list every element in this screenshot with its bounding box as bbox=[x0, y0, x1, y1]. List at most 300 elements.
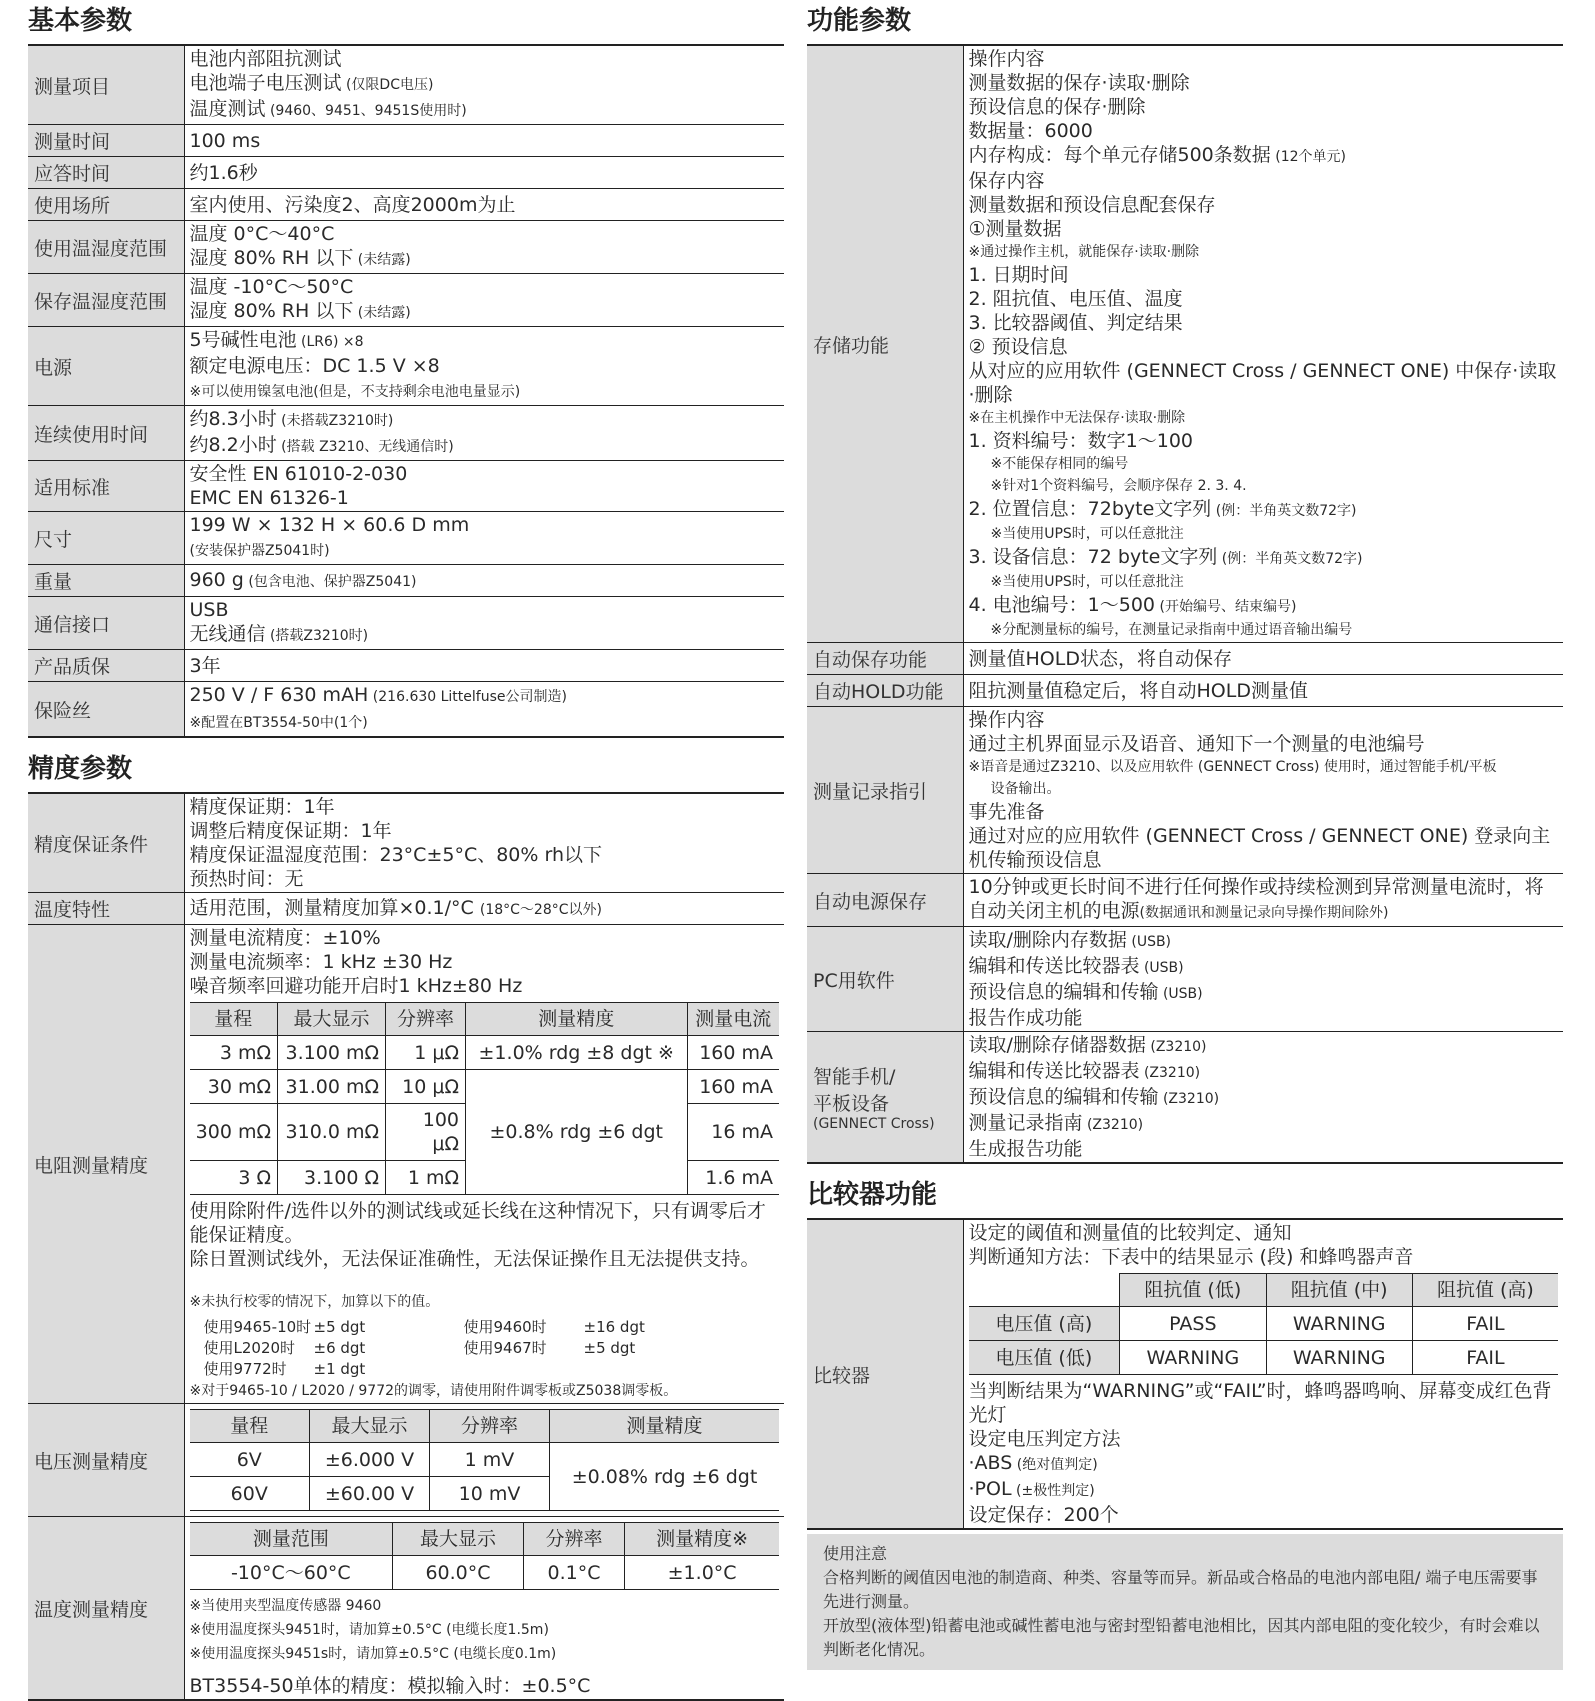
value-main: 测量数据和预设信息配套保存 bbox=[968, 194, 1216, 216]
spec-label: 测量记录指引 bbox=[807, 707, 963, 874]
basic-params-title: 基本参数 bbox=[28, 6, 133, 36]
spec-value bbox=[184, 274, 784, 327]
resistance-table bbox=[190, 1002, 780, 1195]
cell: ±1.0% rdg ±8 dgt ※ bbox=[466, 1036, 688, 1070]
cell: 300 mΩ bbox=[190, 1104, 278, 1161]
value-note: (仅限DC电压) bbox=[341, 77, 434, 93]
value-line bbox=[190, 328, 780, 354]
function-params-title: 功能参数 bbox=[807, 6, 912, 36]
value-main: 3. 设备信息：72 byte文字列 bbox=[968, 546, 1218, 568]
spec-row bbox=[28, 157, 784, 189]
value-line bbox=[969, 287, 1559, 311]
spec-value bbox=[184, 189, 784, 221]
spec-value bbox=[963, 1032, 1563, 1164]
left-column bbox=[28, 0, 784, 1701]
notice-line: 开放型(液体型)铅蓄电池或碱性蓄电池与密封型铅蓄电池相比，因其内部电阻的变化较少，有时会难以判断老化情况。 bbox=[823, 1616, 1540, 1659]
value-note: (USB) bbox=[1139, 960, 1184, 976]
value-line bbox=[969, 143, 1559, 169]
value-line bbox=[190, 486, 780, 510]
value-note: (搭载Z3210时) bbox=[265, 628, 369, 644]
spec-value bbox=[963, 707, 1563, 874]
value-note: (Z3210) bbox=[1145, 1039, 1207, 1055]
spec-label: 测量项目 bbox=[28, 45, 184, 125]
spec-label: 自动电源保存 bbox=[807, 874, 963, 927]
auto-power-note: (数据通讯和测量记录向导操作期间除外) bbox=[1139, 905, 1389, 921]
col-header: 阻抗值 (高) bbox=[1412, 1274, 1558, 1307]
value-main: 通过对应的应用软件 (GENNECT Cross / GENNECT ONE) 登录向主机传输预设信息 bbox=[968, 825, 1551, 871]
spec-row-pc bbox=[807, 927, 1563, 1032]
cell: 3 mΩ bbox=[190, 1036, 278, 1070]
value-main: 预设信息的编辑和传输 bbox=[968, 981, 1159, 1003]
spec-value bbox=[963, 1219, 1563, 1529]
value-line bbox=[190, 462, 780, 486]
value-line bbox=[190, 654, 780, 678]
value-line bbox=[969, 571, 1559, 593]
value-line bbox=[969, 800, 1559, 824]
value-main: 额定电源电压：DC 1.5 V ×8 bbox=[189, 355, 440, 377]
spec-row bbox=[28, 125, 784, 157]
col-header: 分辨率 bbox=[386, 1003, 466, 1036]
intro-line: 噪音频率回避功能开启时1 kHz±80 Hz bbox=[189, 975, 523, 997]
spec-label: 比较器 bbox=[807, 1219, 963, 1529]
value-line bbox=[969, 497, 1559, 523]
spec-row bbox=[28, 597, 784, 650]
spec-row-auto-hold bbox=[807, 675, 1563, 707]
value-line bbox=[190, 433, 780, 459]
zero-item-value: ±5 dgt bbox=[583, 1339, 636, 1357]
cell: 31.00 mΩ bbox=[278, 1070, 386, 1104]
spec-row-temp-char bbox=[28, 893, 784, 925]
cell: 0.1°C bbox=[523, 1556, 624, 1590]
value-note: (绝对值判定) bbox=[1012, 1457, 1098, 1473]
value-line bbox=[969, 95, 1559, 119]
row-header: 电压值 (低) bbox=[969, 1341, 1120, 1375]
value-note: (未结露) bbox=[353, 305, 411, 321]
spec-label: 自动HOLD功能 bbox=[807, 675, 963, 707]
value-note: (例：半角英文数72字) bbox=[1217, 551, 1363, 567]
cell: 310.0 mΩ bbox=[278, 1104, 386, 1161]
value-main: 电池内部阻抗测试 bbox=[189, 48, 342, 70]
value-line bbox=[969, 1451, 1559, 1477]
value-line bbox=[190, 129, 780, 153]
spec-label: 使用场所 bbox=[28, 189, 184, 221]
cell: ±0.08% rdg ±6 dgt bbox=[550, 1443, 780, 1511]
value-line bbox=[190, 222, 780, 246]
cell: ±0.8% rdg ±6 dgt bbox=[466, 1070, 688, 1195]
value-main: 温度测试 bbox=[189, 98, 266, 120]
value-main: 1. 资料编号：数字1～100 bbox=[968, 430, 1194, 452]
value-note: (Z3210) bbox=[1158, 1091, 1220, 1107]
corner-cell bbox=[969, 1274, 1120, 1307]
value-line bbox=[190, 47, 780, 71]
value-line bbox=[190, 193, 780, 217]
spec-row bbox=[28, 221, 784, 274]
resistance-note: 使用除附件/选件以外的测试线或延长线在这种情况下，只有调零后才能保证精度。 bbox=[189, 1200, 766, 1246]
spec-row bbox=[28, 461, 784, 512]
cell: 10 μΩ bbox=[386, 1070, 466, 1104]
spec-label: 温度测量精度 bbox=[28, 1517, 184, 1701]
spec-value bbox=[184, 221, 784, 274]
spec-label: 应答时间 bbox=[28, 157, 184, 189]
cell: 100 μΩ bbox=[386, 1104, 466, 1161]
value-main: 预设信息的编辑和传输 bbox=[968, 1086, 1159, 1108]
value-main: 事先准备 bbox=[968, 801, 1045, 823]
value-main: 当判断结果为“WARNING”或“FAIL”时，蜂鸣器鸣响、屏幕变成红色背光灯 bbox=[968, 1380, 1552, 1426]
value-main: 设定电压判定方法 bbox=[968, 1428, 1121, 1450]
function-params-table bbox=[807, 44, 1563, 1164]
value-line bbox=[969, 311, 1559, 335]
value-note: (未结露) bbox=[353, 252, 411, 268]
cell: 30 mΩ bbox=[190, 1070, 278, 1104]
spec-row-mobile bbox=[807, 1032, 1563, 1164]
value-main: 测量数据的保存·读取·删除 bbox=[968, 72, 1190, 94]
label-line: (GENNECT Cross) bbox=[813, 1116, 935, 1132]
col-header: 量程 bbox=[190, 1003, 278, 1036]
zero-footnote: ※对于9465-10 / L2020 / 9772的调零，请使用附件调零板或Z5038调零板。 bbox=[189, 1383, 678, 1399]
col-header: 测量精度 bbox=[550, 1410, 780, 1443]
value-line bbox=[969, 593, 1559, 619]
value-line bbox=[969, 1427, 1559, 1451]
value-line bbox=[969, 169, 1559, 193]
value-line bbox=[969, 1111, 1559, 1137]
spec-value bbox=[184, 793, 784, 893]
value-main: ·POL bbox=[968, 1478, 1012, 1500]
cell: 3 Ω bbox=[190, 1161, 278, 1195]
value-main: 100 ms bbox=[189, 129, 261, 152]
spec-label: 重量 bbox=[28, 565, 184, 597]
zero-item-value: ±6 dgt bbox=[313, 1339, 366, 1357]
value-main: ※针对1个资料编号，会顺序保存 2. 3. 4. bbox=[990, 478, 1247, 494]
cell: WARNING bbox=[1266, 1341, 1412, 1375]
value-line bbox=[969, 359, 1559, 407]
value-note: (未搭载Z3210时) bbox=[276, 413, 394, 429]
spec-label: 通信接口 bbox=[28, 597, 184, 650]
spec-value: 阻抗测量值稳定后，将自动HOLD测量值 bbox=[963, 675, 1563, 707]
value-main: 无线通信 bbox=[189, 623, 266, 645]
spec-value bbox=[184, 893, 784, 925]
value-main: 读取/删除存储器数据 bbox=[968, 1034, 1146, 1056]
cell: WARNING bbox=[1266, 1307, 1412, 1341]
spec-row-comparator bbox=[807, 1219, 1563, 1529]
zero-item-value: ±1 dgt bbox=[313, 1360, 366, 1378]
value-main: 内存构成：每个单元存储500条数据 bbox=[968, 144, 1271, 166]
spec-label: 自动保存功能 bbox=[807, 643, 963, 675]
spec-label: 使用温湿度范围 bbox=[28, 221, 184, 274]
temp-char-text: 适用范围，测量精度加算×0.1/°C bbox=[189, 896, 474, 919]
value-line bbox=[969, 778, 1559, 800]
temp-note: ※当使用夹型温度传感器 9460 bbox=[189, 1598, 382, 1614]
value-main: 安全性 EN 61010-2-030 bbox=[189, 463, 408, 485]
table-row bbox=[190, 1443, 780, 1477]
value-main: 室内使用、污染度2、高度2000m为止 bbox=[189, 193, 516, 216]
spec-label: 尺寸 bbox=[28, 512, 184, 565]
spec-label: 电压测量精度 bbox=[28, 1404, 184, 1517]
zero-item-name: 使用9467时 bbox=[463, 1339, 547, 1357]
value-main: 湿度 80% RH 以下 bbox=[189, 247, 354, 269]
value-line bbox=[969, 1006, 1559, 1030]
value-main: 生成报告功能 bbox=[968, 1138, 1083, 1160]
spec-row bbox=[28, 274, 784, 327]
spec-value bbox=[963, 927, 1563, 1032]
spec-value bbox=[184, 45, 784, 125]
zero-item-value: ±16 dgt bbox=[583, 1318, 645, 1336]
zero-note: ※未执行校零的情况下，加算以下的值。 bbox=[189, 1294, 440, 1310]
right-column bbox=[807, 0, 1563, 1670]
spec-row bbox=[28, 512, 784, 565]
value-line bbox=[969, 954, 1559, 980]
value-main: 3年 bbox=[189, 654, 221, 677]
spec-value bbox=[184, 327, 784, 406]
value-line bbox=[190, 354, 780, 378]
row-header: 电压值 (高) bbox=[969, 1307, 1120, 1341]
value-note: (安装保护器Z5041时) bbox=[189, 543, 330, 559]
spec-value bbox=[184, 925, 784, 1404]
temp-char-note: (18°C～28°C以外) bbox=[479, 901, 602, 918]
value-line bbox=[969, 1379, 1559, 1427]
value-line bbox=[969, 1085, 1559, 1111]
value-main: EMC EN 61326-1 bbox=[189, 487, 349, 509]
value-main: 测量记录指南 bbox=[968, 1112, 1083, 1134]
spec-value bbox=[184, 157, 784, 189]
value-main: ①测量数据 bbox=[968, 218, 1062, 240]
voltage-table bbox=[190, 1409, 780, 1511]
value-line bbox=[190, 709, 780, 735]
value-main: 4. 电池编号：1～500 bbox=[968, 594, 1156, 616]
value-line bbox=[190, 299, 780, 325]
basic-params-table bbox=[28, 44, 784, 738]
value-main: 预设信息的保存·删除 bbox=[968, 96, 1146, 118]
zero-item-name: 使用L2020时 bbox=[203, 1339, 296, 1357]
spec-row bbox=[28, 565, 784, 597]
value-line bbox=[969, 119, 1559, 143]
value-line bbox=[190, 275, 780, 299]
spec-value bbox=[184, 125, 784, 157]
accuracy-params-title: 精度参数 bbox=[28, 754, 133, 784]
zero-adjust-grid bbox=[190, 1317, 780, 1380]
guarantee-line: 调整后精度保证期：1年 bbox=[189, 820, 392, 842]
spec-label: 电源 bbox=[28, 327, 184, 406]
col-header: 最大显示 bbox=[310, 1410, 430, 1443]
value-note: (USB) bbox=[1126, 934, 1172, 950]
cell: ±1.0°C bbox=[625, 1556, 779, 1590]
spec-value bbox=[184, 461, 784, 512]
value-line bbox=[969, 217, 1559, 241]
zero-item-name: 使用9465-10时 bbox=[203, 1318, 312, 1336]
usage-notice bbox=[807, 1534, 1563, 1670]
col-header: 最大显示 bbox=[393, 1523, 524, 1556]
comparator-notes bbox=[969, 1379, 1559, 1527]
spec-value bbox=[184, 597, 784, 650]
value-line bbox=[969, 263, 1559, 287]
value-note: (USB) bbox=[1158, 986, 1203, 1002]
col-header: 量程 bbox=[190, 1410, 310, 1443]
value-line bbox=[969, 335, 1559, 359]
value-line bbox=[190, 598, 780, 622]
cell: 16 mA bbox=[687, 1104, 779, 1161]
value-main: 约1.6秒 bbox=[189, 161, 258, 184]
spec-row-auto-power bbox=[807, 874, 1563, 927]
value-note: (Z3210) bbox=[1082, 1117, 1144, 1133]
value-line bbox=[969, 928, 1559, 954]
spec-row-temperature bbox=[28, 1517, 784, 1701]
spec-row bbox=[28, 45, 784, 125]
value-main: 数据量：6000 bbox=[968, 120, 1093, 142]
guarantee-line: 预热时间：无 bbox=[189, 868, 304, 890]
value-line bbox=[969, 980, 1559, 1006]
col-header: 分辨率 bbox=[523, 1523, 624, 1556]
value-main: 报告作成功能 bbox=[968, 1007, 1083, 1029]
label-line: 智能手机/ bbox=[813, 1066, 896, 1088]
value-main: 编辑和传送比较器表 bbox=[968, 1060, 1140, 1082]
value-main: 读取/删除内存数据 bbox=[968, 929, 1127, 951]
spec-label bbox=[807, 1032, 963, 1164]
temp-note: ※使用温度探头9451s时，请加算±0.5°C (电缆长度0.1m) bbox=[189, 1646, 557, 1662]
spec-row-storage bbox=[807, 45, 1563, 643]
intro-line: 设定的阈值和测量值的比较判定、通知 bbox=[968, 1222, 1292, 1244]
cell: 160 mA bbox=[687, 1070, 779, 1104]
cell: ±60.00 V bbox=[310, 1477, 430, 1511]
cell: 1 μΩ bbox=[386, 1036, 466, 1070]
value-line bbox=[969, 71, 1559, 95]
value-line bbox=[969, 453, 1559, 475]
accuracy-params-table bbox=[28, 792, 784, 1701]
cell: 60.0°C bbox=[393, 1556, 524, 1590]
spec-row-guarantee bbox=[28, 793, 784, 893]
spec-row bbox=[28, 189, 784, 221]
temperature-table bbox=[190, 1522, 780, 1590]
cell: 10 mV bbox=[430, 1477, 550, 1511]
value-line bbox=[190, 513, 780, 537]
value-main: 设定保存：200个 bbox=[968, 1504, 1119, 1526]
spec-value bbox=[184, 406, 784, 461]
spec-value bbox=[184, 1404, 784, 1517]
table-row bbox=[969, 1341, 1559, 1375]
col-header: 测量精度 bbox=[466, 1003, 688, 1036]
value-main: 保存内容 bbox=[968, 170, 1045, 192]
value-main: ※当使用UPS时，可以任意批注 bbox=[990, 574, 1184, 590]
value-line bbox=[969, 47, 1559, 71]
value-line bbox=[969, 619, 1559, 641]
value-line bbox=[969, 1137, 1559, 1161]
resistance-note: 除日置测试线外，无法保证准确性，无法保证操作且无法提供支持。 bbox=[189, 1248, 760, 1270]
value-line bbox=[969, 545, 1559, 571]
spec-row bbox=[28, 327, 784, 406]
value-main: USB bbox=[189, 599, 229, 621]
temp-note: ※使用温度探头9451时，请加算±0.5°C (电缆长度1.5m) bbox=[189, 1622, 549, 1638]
value-note: (包含电池、保护器Z5041) bbox=[243, 573, 417, 590]
value-main: 约8.2小时 bbox=[189, 434, 277, 456]
value-main: 通过主机界面显示及语音、通知下一个测量的电池编号 bbox=[968, 733, 1425, 755]
value-note: (Z3210) bbox=[1139, 1065, 1201, 1081]
value-main: 2. 阻抗值、电压值、温度 bbox=[968, 288, 1183, 310]
value-main: 约8.3小时 bbox=[189, 408, 277, 430]
spec-row bbox=[28, 682, 784, 738]
value-note: (开始编号、结束编号) bbox=[1155, 599, 1297, 615]
value-line bbox=[969, 824, 1559, 872]
spec-value bbox=[184, 565, 784, 597]
notice-line: 合格判断的阈值因电池的制造商、种类、容量等而异。新品或合格品的电池内部电阻/ 端子电压需要事先进行测量。 bbox=[823, 1568, 1538, 1611]
value-line bbox=[969, 475, 1559, 497]
value-line bbox=[190, 161, 780, 185]
spec-row bbox=[28, 650, 784, 682]
cell: 3.100 Ω bbox=[278, 1161, 386, 1195]
value-main: 操作内容 bbox=[968, 709, 1045, 731]
spec-label: 保险丝 bbox=[28, 682, 184, 738]
cell: 160 mA bbox=[687, 1036, 779, 1070]
spec-row-auto-save bbox=[807, 643, 1563, 675]
value-line bbox=[969, 193, 1559, 217]
value-main: 960 g bbox=[189, 568, 244, 591]
value-main: 2. 位置信息：72byte文字列 bbox=[968, 498, 1212, 520]
value-note: (±极性判定) bbox=[1011, 1483, 1095, 1499]
value-main: ※在主机操作中无法保存·读取·删除 bbox=[968, 410, 1186, 426]
value-line bbox=[969, 407, 1559, 429]
label-line: 平板设备 bbox=[813, 1093, 890, 1115]
intro-line: 测量电流精度：±10% bbox=[189, 927, 381, 949]
cell: WARNING bbox=[1120, 1341, 1266, 1375]
spec-row bbox=[28, 406, 784, 461]
col-header: 测量电流 bbox=[687, 1003, 779, 1036]
value-main: 从对应的应用软件 (GENNECT Cross / GENNECT ONE) 中保存·读取·删除 bbox=[968, 360, 1557, 406]
cell: FAIL bbox=[1412, 1341, 1558, 1375]
cell: 3.100 mΩ bbox=[278, 1036, 386, 1070]
spec-label: 测量时间 bbox=[28, 125, 184, 157]
intro-line: 测量电流频率：1 kHz ±30 Hz bbox=[189, 951, 453, 973]
cell: -10°C～60°C bbox=[190, 1556, 393, 1590]
value-main: 1. 日期时间 bbox=[968, 264, 1069, 286]
value-line bbox=[969, 1477, 1559, 1503]
zero-item-value: ±5 dgt bbox=[313, 1318, 366, 1336]
spec-label: 产品质保 bbox=[28, 650, 184, 682]
value-main: 温度 -10°C～50°C bbox=[189, 276, 354, 298]
table-row bbox=[190, 1070, 780, 1104]
value-main: ※当使用UPS时，可以任意批注 bbox=[990, 526, 1184, 542]
value-line bbox=[190, 71, 780, 97]
spec-label: 精度保证条件 bbox=[28, 793, 184, 893]
value-main: 湿度 80% RH 以下 bbox=[189, 300, 354, 322]
col-header: 分辨率 bbox=[430, 1410, 550, 1443]
cell: 6V bbox=[190, 1443, 310, 1477]
spec-value bbox=[963, 874, 1563, 927]
value-main: 199 W × 132 H × 60.6 D mm bbox=[189, 514, 470, 536]
cell: FAIL bbox=[1412, 1307, 1558, 1341]
col-header: 阻抗值 (中) bbox=[1266, 1274, 1412, 1307]
value-main: ·ABS bbox=[968, 1452, 1013, 1474]
value-note: (9460、9451、9451S使用时) bbox=[265, 103, 467, 119]
col-header: 最大显示 bbox=[278, 1003, 386, 1036]
cell: 1.6 mA bbox=[687, 1161, 779, 1195]
spec-label: 连续使用时间 bbox=[28, 406, 184, 461]
spec-value bbox=[184, 650, 784, 682]
value-line bbox=[190, 97, 780, 123]
value-note: (例：半角英文数72字) bbox=[1211, 503, 1357, 519]
value-line bbox=[190, 568, 780, 594]
value-line bbox=[190, 246, 780, 272]
value-note: (LR6) ×8 bbox=[296, 334, 364, 350]
spec-label: PC用软件 bbox=[807, 927, 963, 1032]
spec-label: 温度特性 bbox=[28, 893, 184, 925]
value-main: ② 预设信息 bbox=[968, 336, 1068, 358]
col-header: 阻抗值 (低) bbox=[1120, 1274, 1266, 1307]
comparator-table bbox=[807, 1218, 1563, 1530]
value-line bbox=[969, 523, 1559, 545]
value-main: ※语音是通过Z3210、以及应用软件 (GENNECT Cross) 使用时，通过智能手机/平板 bbox=[968, 759, 1497, 775]
zero-item-name: 使用9772时 bbox=[203, 1360, 287, 1378]
value-line bbox=[190, 537, 780, 563]
value-main: 设备输出。 bbox=[990, 781, 1061, 797]
value-line bbox=[190, 622, 780, 648]
value-main: ※分配测量标的编号，在测量记录指南中通过语音输出编号 bbox=[990, 622, 1353, 638]
